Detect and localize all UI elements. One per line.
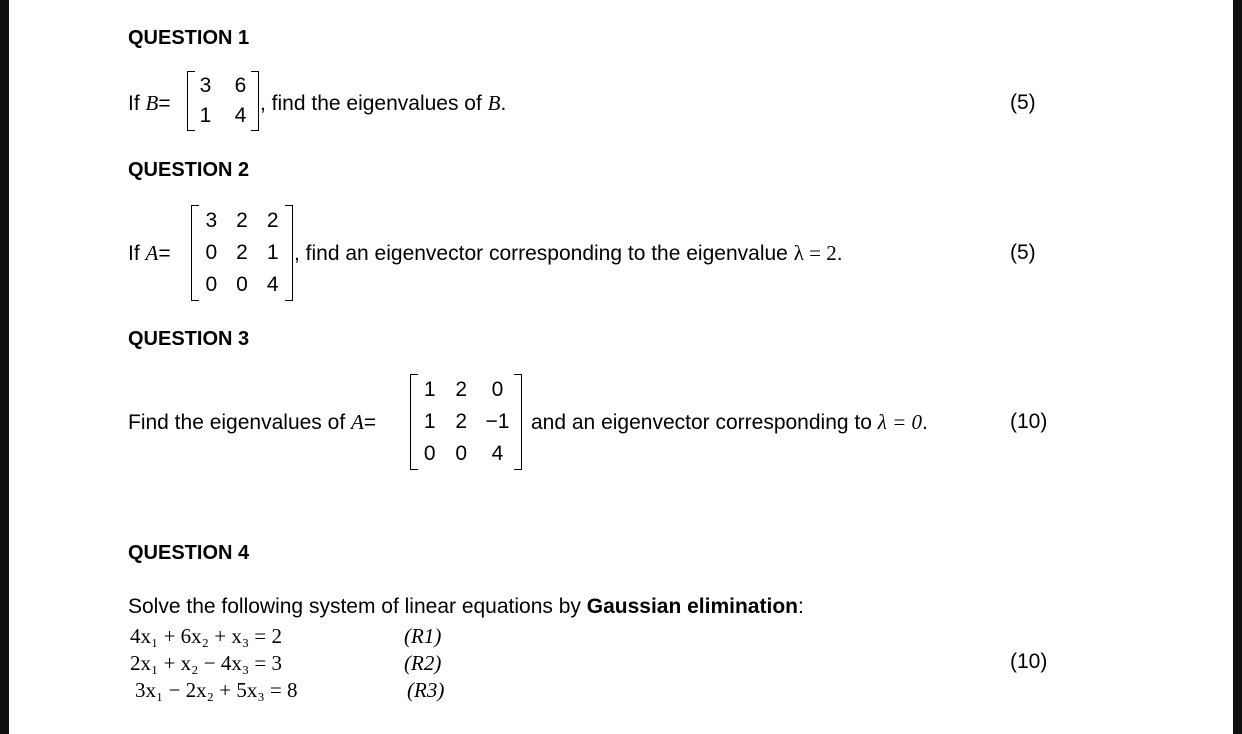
q3-matrix-var: A bbox=[351, 410, 364, 434]
matrix-cell: 6 bbox=[234, 74, 247, 97]
q3-text: and an eigenvector corresponding to λ = 0. bbox=[531, 410, 928, 434]
q1-text: , find the eigenvalues of B. bbox=[260, 91, 507, 115]
q2-matrix-var: A bbox=[145, 241, 159, 265]
q2-marks: (5) bbox=[1010, 241, 1036, 264]
q2-matrix bbox=[191, 205, 293, 301]
q4-label-r2: (R2) bbox=[404, 651, 442, 675]
matrix-cell: 0 bbox=[205, 273, 218, 296]
matrix-cell: 2 bbox=[266, 209, 279, 232]
matrix-cell: 3 bbox=[199, 74, 212, 97]
document-page: QUESTION 1 If B= 3 6 1 4 , find the eigenvalues of B. (5) QUESTION 2 If A= 3 2 2 0 2 1 0 0 4 , find an eigenvector corresponding to the eigenvalue λ = 2. (5) QUESTION 3 Find the eigenvalues of A= 1 2 0 1 2 −1 0 0 4 and an eigenvector corresponding to λ = 0. (10) QUESTION 4 Solve the following system of linear equations by Gaussian elimination: 4x₁ + 6x₂ + x₃ = 2 2x₁ + x₂ − 4x₃ = 3 3x₁ − 2x₂ + 5x₃ = 8 (R1) (R2) (R3) (10) bbox=[9, 0, 1233, 734]
q3-marks: (10) bbox=[1010, 410, 1048, 433]
matrix-cell: 1 bbox=[423, 410, 436, 433]
q3-prefix: Find the eigenvalues of A= bbox=[128, 410, 377, 434]
matrix-cell: 2 bbox=[236, 209, 248, 232]
matrix-cell: 2 bbox=[236, 241, 248, 264]
matrix-cell: 2 bbox=[455, 410, 468, 433]
q2-lambda: λ = 2 bbox=[793, 241, 837, 265]
q1-prefix: If B= bbox=[128, 91, 171, 115]
question-3-heading: QUESTION 3 bbox=[128, 328, 250, 350]
matrix-cell: 4 bbox=[234, 104, 247, 127]
matrix-cell: 0 bbox=[236, 273, 248, 296]
matrix-cell: 0 bbox=[205, 241, 218, 264]
matrix-cell: 1 bbox=[199, 104, 212, 127]
matrix-cell: −1 bbox=[485, 410, 510, 433]
q4-marks: (10) bbox=[1010, 650, 1048, 673]
question-4-heading: QUESTION 4 bbox=[128, 542, 250, 564]
matrix-cell: 2 bbox=[455, 378, 468, 401]
matrix-cell: 1 bbox=[423, 378, 436, 401]
q4-label-r1: (R1) bbox=[404, 624, 442, 648]
q1-marks: (5) bbox=[1010, 91, 1036, 114]
q2-text: , find an eigenvector corresponding to the eigenvalue λ = 2. bbox=[294, 241, 843, 265]
matrix-cell: 4 bbox=[491, 442, 504, 465]
q4-method: Gaussian elimination bbox=[586, 595, 798, 618]
q1-matrix bbox=[187, 71, 259, 131]
matrix-cell: 3 bbox=[205, 209, 218, 232]
q1-matrix-var: B bbox=[145, 91, 159, 115]
q3-lambda: λ = 0 bbox=[877, 410, 923, 434]
matrix-cell: 4 bbox=[266, 273, 279, 296]
matrix-cell: 0 bbox=[491, 378, 504, 401]
matrix-cell: 1 bbox=[266, 241, 279, 264]
question-2-heading: QUESTION 2 bbox=[128, 159, 250, 181]
q2-prefix: If A= bbox=[128, 241, 171, 265]
matrix-cell: 0 bbox=[455, 442, 468, 465]
q4-intro: Solve the following system of linear equations by Gaussian elimination: bbox=[128, 595, 804, 618]
question-1-heading: QUESTION 1 bbox=[128, 27, 250, 49]
matrix-cell: 0 bbox=[423, 442, 436, 465]
q3-matrix bbox=[410, 374, 522, 470]
q4-label-r3: (R3) bbox=[407, 678, 445, 702]
